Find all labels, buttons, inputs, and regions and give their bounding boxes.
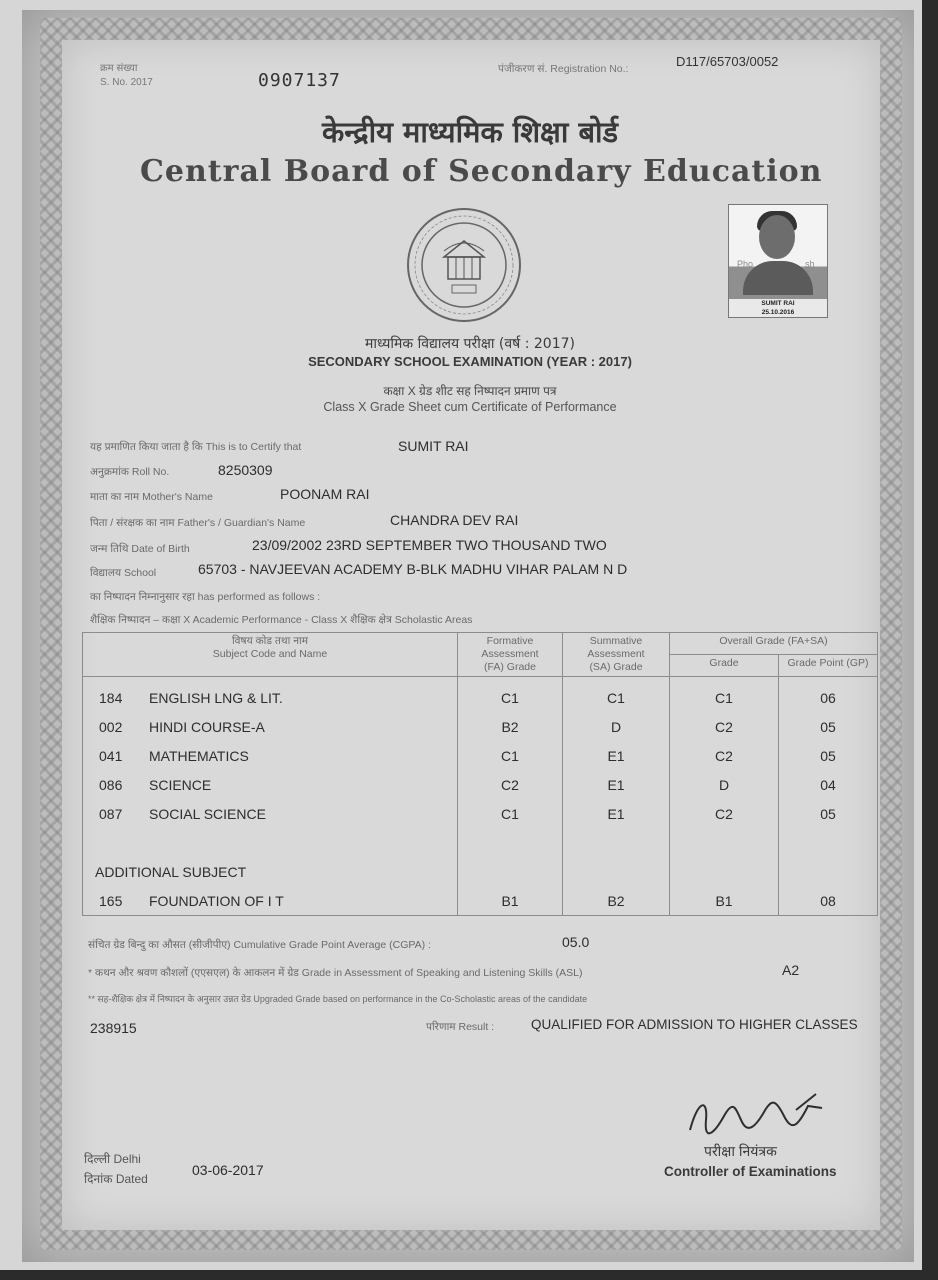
subject-code: 184: [99, 689, 123, 706]
cbse-emblem-logo: [404, 205, 524, 325]
table-row: [83, 741, 878, 770]
subject-header-english: Subject Code and Name: [212, 648, 328, 660]
controller-title-hindi: परीक्षा नियंत्रक: [704, 1143, 777, 1159]
overall-grade: D: [670, 770, 779, 799]
sa-header-line2: Assessment: [587, 648, 645, 660]
academic-performance-label: शैक्षिक निष्पादन – कक्षा X Academic Performance - Class X शैक्षिक क्षेत्र Scholastic Areas: [90, 614, 473, 626]
asl-grade: A2: [782, 962, 800, 978]
performed-label: का निष्पादन निम्नानुसार रहा has performed as follows :: [90, 591, 321, 603]
place-hindi: दिल्ली: [84, 1152, 111, 1166]
dated-english: Dated: [115, 1172, 148, 1186]
photo-caption-name: SUMIT RAI: [761, 300, 795, 307]
sa-grade: C1: [563, 677, 670, 713]
mother-name-label: माता का नाम Mother's Name: [90, 491, 213, 503]
fa-header: [458, 633, 563, 677]
dated-label: [84, 1170, 148, 1187]
controller-signature: [684, 1090, 834, 1140]
photo-caption-date: 25.10.2016: [761, 309, 795, 316]
school-label: विद्यालय School: [90, 567, 157, 579]
fa-header-line2: Assessment: [481, 648, 539, 660]
subject-name: ENGLISH LNG & LIT.: [149, 689, 283, 706]
grades-table: [82, 632, 878, 916]
photo-watermark-left: Pho: [737, 259, 754, 269]
fa-grade: B1: [458, 886, 563, 916]
table-row: [83, 886, 878, 916]
subject-name: SOCIAL SCIENCE: [149, 805, 266, 822]
asl-label: * कथन और श्रवण कौशलों (एएसएल) के आकलन में ग्रेड Grade in Assessment of Speaking and Listening Skills (ASL): [88, 967, 583, 979]
sa-grade: D: [563, 712, 670, 741]
school-name: 65703 - NAVJEEVAN ACADEMY B-BLK MADHU VIHAR PALAM N D: [198, 561, 628, 577]
cgpa-value: 05.0: [562, 934, 590, 950]
subject-name: MATHEMATICS: [149, 747, 249, 764]
table-row: [83, 770, 878, 799]
subject-code: 165: [99, 892, 123, 909]
sa-grade: E1: [563, 741, 670, 770]
fa-grade: C2: [458, 770, 563, 799]
sa-header: [563, 633, 670, 677]
overall-grade: C2: [670, 799, 779, 828]
grade-point: 08: [779, 886, 878, 916]
registration-label: पंजीकरण सं. Registration No.:: [498, 63, 629, 75]
candidate-name: SUMIT RAI: [398, 438, 469, 454]
overall-grade: C1: [670, 677, 779, 713]
fa-header-line1: Formative: [486, 635, 534, 647]
fa-grade: C1: [458, 677, 563, 713]
upgraded-grade-note: ** सह-शैक्षिक क्षेत्र में निष्पादन के अनुसार उन्नत ग्रेड Upgraded Grade based on performance in the Co-Scholastic areas of the candidate: [88, 994, 588, 1004]
sa-grade: B2: [563, 886, 670, 916]
grade-sheet-title-hindi: कक्षा X ग्रेड शीट सह निष्पादन प्रमाण पत्र: [383, 384, 557, 398]
overall-grade: C2: [670, 741, 779, 770]
subject-code: 086: [99, 776, 123, 793]
board-name-hindi: केन्द्रीय माध्यमिक शिक्षा बोर्ड: [321, 115, 619, 149]
mother-name: POONAM RAI: [280, 486, 370, 502]
subject-name: FOUNDATION OF I T: [149, 892, 284, 909]
serial-number: 0907137: [258, 70, 341, 91]
dob-label: जन्म तिथि Date of Birth: [90, 543, 190, 555]
subject-header-hindi: विषय कोड तथा नाम: [231, 635, 309, 647]
table-row: [83, 712, 878, 741]
subject-code: 087: [99, 805, 123, 822]
result-value: QUALIFIED FOR ADMISSION TO HIGHER CLASSES: [531, 1017, 858, 1032]
grade-point: 05: [779, 799, 878, 828]
grade-point: 06: [779, 677, 878, 713]
subject-header: [83, 633, 458, 677]
sa-header-line1: Summative: [589, 635, 643, 647]
roll-label: अनुक्रमांक Roll No.: [90, 466, 170, 478]
father-name: CHANDRA DEV RAI: [390, 512, 519, 528]
table-row: [83, 677, 878, 713]
sa-grade: E1: [563, 799, 670, 828]
fa-grade: B2: [458, 712, 563, 741]
overall-grade: B1: [670, 886, 779, 916]
serial-label-hindi: क्रम संख्या: [100, 63, 138, 74]
board-name-english: Central Board of Secondary Education: [140, 154, 823, 189]
grade-point: 05: [779, 741, 878, 770]
fa-header-line3: (FA) Grade: [484, 661, 536, 673]
issue-date: 03-06-2017: [192, 1162, 264, 1178]
grade-sheet-title-english: Class X Grade Sheet cum Certificate of Performance: [323, 400, 617, 414]
certify-label: यह प्रमाणित किया जाता है कि This is to Certify that: [90, 441, 302, 453]
place-label: [84, 1150, 141, 1167]
father-name-label: पिता / संरक्षक का नाम Father's / Guardian's Name: [90, 517, 306, 529]
document-number: 238915: [90, 1020, 137, 1036]
fa-grade: C1: [458, 741, 563, 770]
grade-point: 05: [779, 712, 878, 741]
grade-point: 04: [779, 770, 878, 799]
controller-title-english: Controller of Examinations: [664, 1164, 837, 1179]
photo-caption: [729, 299, 827, 317]
result-label: परिणाम Result :: [426, 1021, 495, 1033]
candidate-photo: [728, 204, 828, 318]
cgpa-label: संचित ग्रेड बिन्दु का औसत (सीजीपीए) Cumulative Grade Point Average (CGPA) :: [88, 939, 431, 951]
grade-header: Grade: [670, 655, 779, 677]
exam-title-hindi: माध्यमिक विद्यालय परीक्षा (वर्ष : 2017): [365, 336, 575, 352]
overall-grade: C2: [670, 712, 779, 741]
additional-subject-label: ADDITIONAL SUBJECT: [83, 857, 458, 886]
place-english: Delhi: [113, 1152, 141, 1166]
photo-watermark-right: sh: [805, 259, 815, 269]
registration-number: D117/65703/0052: [676, 54, 779, 69]
subject-code: 041: [99, 747, 123, 764]
subject-code: 002: [99, 718, 123, 735]
grade-point-header: Grade Point (GP): [779, 655, 878, 677]
additional-subject-heading-row: [83, 857, 878, 886]
serial-label-english: S. No. 2017: [100, 77, 153, 88]
fa-grade: C1: [458, 799, 563, 828]
table-row: [83, 799, 878, 828]
roll-number: 8250309: [218, 462, 273, 478]
subject-name: SCIENCE: [149, 776, 212, 793]
sa-grade: E1: [563, 770, 670, 799]
exam-title-english: SECONDARY SCHOOL EXAMINATION (YEAR : 2017): [308, 354, 632, 369]
sa-header-line3: (SA) Grade: [589, 661, 643, 673]
overall-grade-header: Overall Grade (FA+SA): [670, 633, 878, 655]
subject-name: HINDI COURSE-A: [149, 718, 265, 735]
dated-hindi: दिनांक: [84, 1172, 113, 1186]
date-of-birth: 23/09/2002 23RD SEPTEMBER TWO THOUSAND TWO: [252, 537, 607, 553]
table-spacer-row: [83, 828, 878, 857]
